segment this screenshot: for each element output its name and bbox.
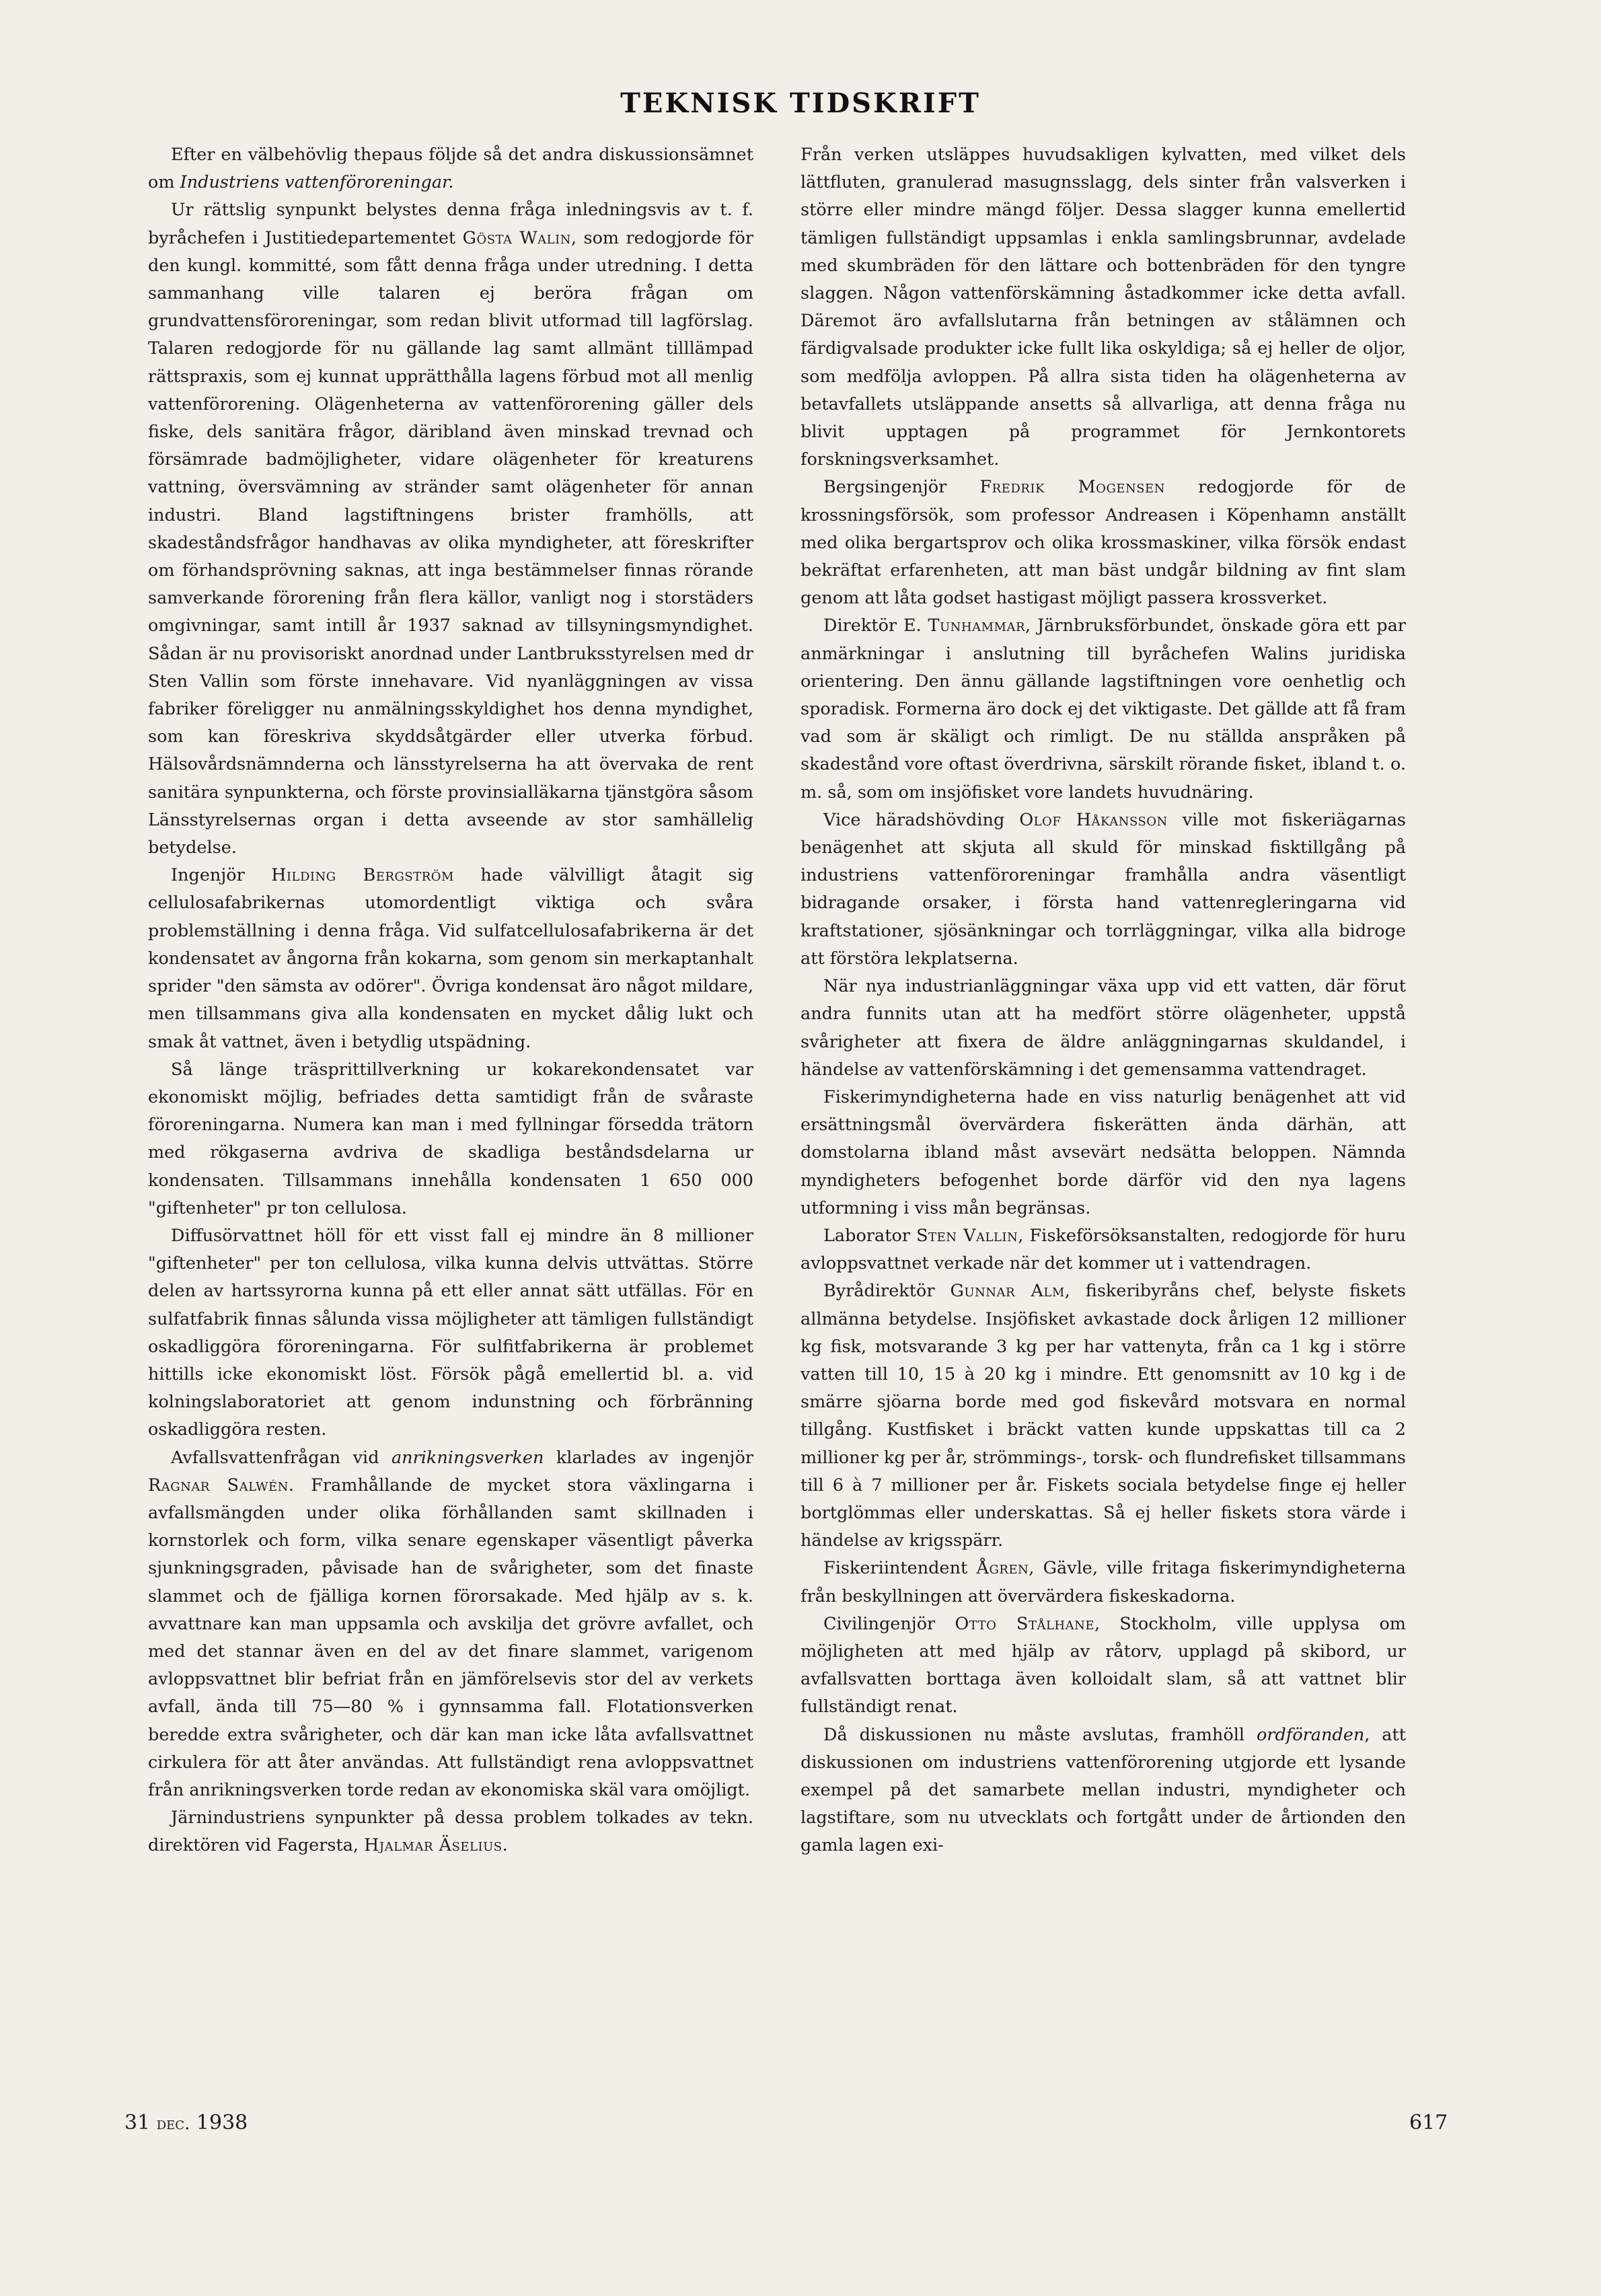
paragraph-text: ville mot fiskeriägarnas benägenhet att skjuta all skuld för minskad fisktillgång på industriens vattenföroreningar framhålla andra väsentligt bidragande orsaker, i första hand vattenregleringarna vid kraftstationer, sjösänkningar och torrläggningar, vilka alla bidroge att förstöra lekplatserna. [801,809,1406,969]
paragraph-text: . [502,1835,508,1856]
paragraph [148,1056,753,1222]
paragraph-text: Så länge träsprittillverkning ur kokarekondensatet var ekonomiskt möjlig, befriades detta samtidigt från de svåraste föroreningarna. Numera kan man i med fyllningar försedda trätorn med rökgaserna avdriva de skadliga beståndsdelarna ur kondensaten. Tillsammans innehålla kondensaten 1 650 000 "giftenheter" pr ton cellulosa. [148,1059,753,1218]
paragraph [148,862,753,1056]
paragraph [801,474,1406,612]
masthead-title: TEKNISK TIDSKRIFT [620,87,981,119]
footer-date-day: 31 [124,2111,151,2135]
paragraph [801,1084,1406,1222]
paragraph-text: Järnindustriens synpunkter på dessa problem tolkades av tekn. direktören vid Fagersta, [148,1808,753,1856]
paragraph-text: Avfallsvattenfrågan vid [171,1447,392,1468]
emphasis-text: ordföranden [1256,1724,1365,1745]
footer-date-month: dec. [156,2114,190,2134]
paragraph [801,1610,1406,1721]
paragraph-text: , som redogjorde för den kungl. kommitté, som fått denna fråga under utredning. I detta sammanhang ville talaren ej beröra frågan om grundvattensföroreningar, som redan blivit utformad till lagförslag. Talaren redogjorde för nu gällande lag samt allmänt tilllämpad rättspraxis, som ej kunnat upprätthålla lagens förbud mot all menlig vattenförorening. Olägenheterna av vattenförorening gäller dels fiske, dels sanitära frågor, däribland även minskad trevnad och försämrade badmöjligheter, vidare olägenheter för kreaturens vattning, översvämning av stränder samt olägenheter för annan industri. Bland lagstiftningens brister framhölls, att skadeståndsfrågor handhavas av olika myndigheter, att föreskrifter om förhandsprövning saknas, att inga bestämmelser finnas rörande samverkande förorening från flera källor, vanligt nog i storstäders omgivningar, samt intill år 1937 saknad av tillsyningsmyndighet. Sådan är nu provisoriskt anordnad under Lantbruksstyrelsen med dr Sten Vallin som förste innehavare. Vid nyanläggningen av vissa fabriker föreligger nu anmälningsskyldighet hos denna myndighet, som kan föreskriva skyddsåtgärder eller utverka förbud. Hälsovårdsnämnderna och länsstyrelserna ha att övervaka de rent sanitära synpunkterna, och förste provinsialläkarna tjänstgöra såsom Länsstyrelsernas organ i detta avseende av stor samhällelig betydelse. [148,227,753,858]
person-name: Otto Stålhane [955,1613,1094,1634]
paragraph [801,1222,1406,1277]
person-name: Hjalmar Äselius [364,1835,502,1856]
person-name: Tunhammar [928,616,1026,636]
paragraph [801,1721,1406,1860]
paragraph-text: Diffusörvattnet höll för ett visst fall ej mindre än 8 millioner "giftenheter" per ton cellulosa, vilka kunna delvis uttvättas. Större delen av hartssyrorna kunna på ett eller annat sätt utfällas. För en sulfatfabrik finnas sålunda vissa möjligheter att tämligen fullständigt oskadliggöra föroreningarna. För sulfitfabrikerna är problemet hittills icke ekonomiskt löst. Försök pågå emellertid bl. a. vid kolningslaboratoriet att genom indunstning och förbränning oskadliggöra resten. [148,1225,753,1440]
paragraph-text: , Gävle, ville fritaga fiskerimyndigheterna från beskyllningen att övervärdera fiskeskadorna. [801,1558,1406,1606]
page-number: 617 [1409,2111,1448,2135]
paragraph-text: Civilingenjör [823,1613,955,1634]
paragraph-text: Laborator [823,1225,917,1246]
paragraph-text: Direktör E. [823,616,928,636]
paragraph-text: När nya industrianläggningar växa upp vid ett vatten, där förut andra funnits utan att ha medfört större olägenheter, uppstå svårigheter att fixera de äldre anläggningarnas skuldandel, i händelse av vattenförskämning i det gemensamma vattendraget. [801,976,1406,1080]
person-name: Ågren [976,1558,1029,1579]
paragraph [148,1444,753,1805]
person-name: Sten Vallin [916,1225,1018,1246]
paragraph [801,1555,1406,1610]
person-name: Fredrik Mogensen [979,477,1165,498]
paragraph-text: klarlades av ingenjör [544,1447,753,1468]
paragraph-text: Då diskussionen nu måste avslutas, framhöll [823,1724,1257,1745]
person-name: Gunnar Alm [950,1281,1065,1302]
paragraph-text: Ur rättslig synpunkt belystes denna fråga inledningsvis av t. f. byråchefen i Justitiedepartementet [148,200,753,248]
footer-date [124,2111,248,2135]
paragraph-text: Vice häradshövding [823,809,1020,830]
paragraph [801,612,1406,806]
person-name: Olof Håkansson [1019,809,1168,830]
paragraph [801,141,1406,474]
paragraph-text: Ingenjör [171,865,272,886]
paragraph-text: , Järnbruksförbundet, önskade göra ett par anmärkningar i anslutning till byråchefen Walins juridiska orientering. Den ännu gällande lagstiftningen vore oenhetlig och sporadisk. Formerna äro dock ej det viktigaste. Det gällde att få fram vad som är skäligt och rimligt. De nu ställda anspråken på skadestånd vore oftast överdrivna, särskilt rörande fisket, ibland t. o. m. så, som om insjöfisket vore landets huvudnäring. [801,616,1406,803]
paragraph-text: Bergsingenjör [823,477,980,498]
paragraph [148,1222,753,1444]
paragraph-text: Efter en välbehövlig thepaus följde så det andra diskussionsämnet om [148,145,753,193]
person-name: Ragnar Salwén [148,1475,289,1495]
paragraph-text: , fiskeribyråns chef, belyste fiskets allmänna betydelse. Insjöfisket avkastade dock årligen 12 millioner kg fisk, motsvarande 3 kg per har vattenyta, från ca 1 kg i större vatten till 10, 15 à 20 kg i mindre. Ett genomsnitt av 10 kg i de smärre sjöarna borde med god fiskevård motsvara en normal tillgång. Kustfisket i bräckt vatten kunde uppskattas till ca 2 millioner kg per år, strömmings-, torsk- och flundrefisket tillsammans till 6 à 7 millioner per år. Fiskets sociala betydelse finge ej heller bortglömmas eller underskattas. Så ej heller fiskets stora värde i händelse av krigsspärr. [801,1281,1406,1551]
paragraph-text: Från verken utsläppes huvudsakligen kylvatten, med vilket dels lättfluten, granulerad masugnsslagg, dels sinter från valsverken i större eller mindre mängd följer. Dessa slagger kunna emellertid tämligen fullständigt uppsamlas i enkla samlingsbrunnar, avdelade med skumbräden för den lättare och bottenbräden för den tyngre slaggen. Någon vattenförskämning åstadkommer icke detta avfall. Däremot äro avfallslutarna från betningen av stålämnen och färdigvalsade produkter icke fullt lika oskyldiga; så ej heller de oljor, som medfölja avloppen. På allra sista tiden ha olägenheterna av betavfallets utsläppande ansetts så allvarliga, att denna fråga nu blivit upptagen på programmet för Jernkontorets forskningsverksamhet. [801,145,1406,470]
paragraph [148,141,753,196]
paragraph-text: . Framhållande de mycket stora växlingarna i avfallsmängden under olika förhållanden samt skillnaden i kornstorlek och form, vilka senare egenskaper väsentligt påverka sjunkningsgraden, påvisade han de svårigheter, som det finaste slammet och de fjälliga kornen förorsakade. Med hjälp av s. k. avvattnare kan man uppsamla och avskilja det grövre avfallet, och med det stannar även en del av det finare slammet, varigenom avloppsvattnet blir befriat från en jämförelsevis stor del av verkets avfall, ända till 75—80 % i gynnsamma fall. Flotationsverken beredde extra svårigheter, och där kan man icke låta avfallsvattnet cirkulera för att åter användas. Att fullständigt rena avloppsvattnet från anrikningsverken torde redan av ekonomiska skäl vara omöjligt. [148,1475,753,1800]
paragraph [801,1277,1406,1555]
right-column [801,141,1406,2106]
paragraph-text: , Stockholm, ville upplysa om möjligheten att med hjälp av råtorv, upplagd på skibord, ur avfallsvatten borttaga även kolloidalt slam, så att vattnet blir fullständigt renat. [801,1613,1406,1717]
paragraph [801,807,1406,973]
paragraph-text: redogjorde för de krossningsförsök, som professor Andreasen i Köpenhamn anställt med olika bergartsprov och olika krossmaskiner, vilka försök endast bekräftat erfarenheten, att man bäst undgår bildning av fint slam genom att låta godset hastigast möjligt passera krossverket. [801,477,1406,609]
emphasis-text: Industriens vattenföroreningar. [180,172,454,193]
left-column [148,141,753,2106]
paragraph-text: Fiskerimyndigheterna hade en viss naturlig benägenhet att vid ersättningsmål övervärdera fiskerätten ända därhän, att domstolarna ibland måst avsevärt nedsätta beloppen. Nämnda myndigheters befogenhet borde därför vid den nya lagens utformning i viss mån begränsas. [801,1086,1406,1218]
paragraph [148,1804,753,1859]
paragraph-text: Fiskeriintendent [823,1558,977,1579]
paragraph-text: , att diskussionen om industriens vattenförorening utgjorde ett lysande exempel på det samarbete mellan industri, myndigheter och lagstiftare, som nu utvecklats och fortgått under de årtionden den gamla lagen exi- [801,1724,1406,1856]
footer-date-year: 1938 [196,2111,248,2135]
paragraph [801,973,1406,1084]
person-name: Gösta Walin [462,227,571,248]
paragraph [148,196,753,862]
paragraph-text: Byrådirektör [823,1281,951,1302]
person-name: Hilding Bergström [271,865,454,886]
paragraph-text: , Fiskeförsöksanstalten, redogjorde för huru avloppsvattnet verkade när det kommer ut i vattendragen. [801,1225,1406,1274]
paragraph-text: hade välvilligt åtagit sig cellulosafabrikernas utomordentligt viktiga och svåra problemställning i denna fråga. Vid sulfatcellulosafabrikerna är det kondensatet av ångorna från kokarna, som genom sin merkaptanhalt sprider "den sämsta av odörer". Övriga kondensat äro något mildare, men tillsammans giva alla kondensaten en mycket dålig lukt och smak åt vattnet, även i betydlig utspädning. [148,865,753,1052]
emphasis-text: anrikningsverken [391,1447,544,1468]
